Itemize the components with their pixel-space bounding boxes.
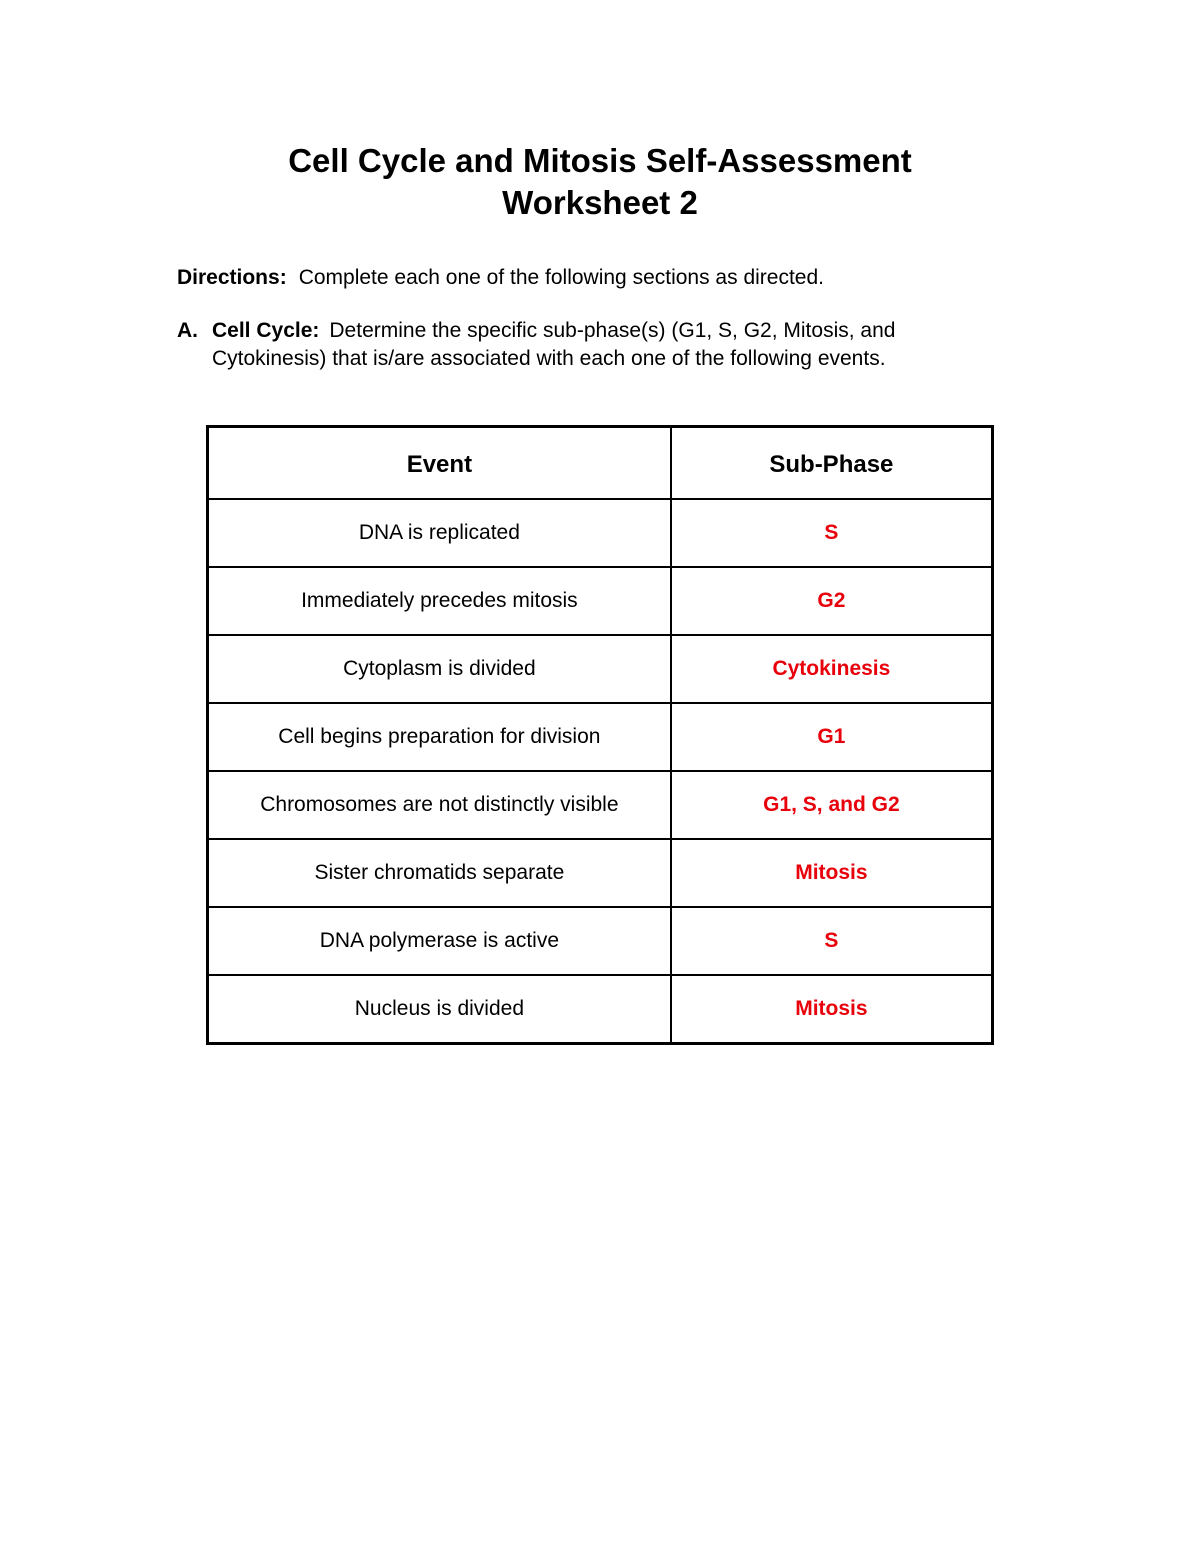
event-cell: Immediately precedes mitosis bbox=[208, 567, 671, 635]
directions-label: Directions: bbox=[177, 266, 287, 289]
sub-phase-cell: Mitosis bbox=[671, 839, 993, 907]
title-line-1: Cell Cycle and Mitosis Self-Assessment bbox=[288, 142, 912, 179]
table-row bbox=[208, 499, 993, 567]
table-row bbox=[208, 975, 993, 1044]
section-a-body bbox=[212, 317, 1007, 373]
sub-phase-cell: G1, S, and G2 bbox=[671, 771, 993, 839]
sub-phase-cell: Cytokinesis bbox=[671, 635, 993, 703]
event-cell: DNA polymerase is active bbox=[208, 907, 671, 975]
table-row bbox=[208, 635, 993, 703]
event-cell: Cell begins preparation for division bbox=[208, 703, 671, 771]
table-row bbox=[208, 703, 993, 771]
section-a-marker: A. bbox=[177, 319, 198, 342]
header-event: Event bbox=[208, 427, 671, 500]
page-title bbox=[0, 140, 1200, 224]
sub-phase-cell: G2 bbox=[671, 567, 993, 635]
table-row bbox=[208, 839, 993, 907]
section-a-heading: Cell Cycle: bbox=[212, 319, 320, 342]
sub-phase-cell: Mitosis bbox=[671, 975, 993, 1044]
sub-phase-cell: S bbox=[671, 907, 993, 975]
section-a bbox=[177, 317, 1007, 373]
table-row bbox=[208, 771, 993, 839]
event-cell: Nucleus is divided bbox=[208, 975, 671, 1044]
section-a-text: Determine the specific sub-phase(s) (G1, S, G2, Mitosis, and Cytokinesis) that is/are associated with each one of the following events. bbox=[212, 319, 896, 370]
header-sub-phase: Sub-Phase bbox=[671, 427, 993, 500]
event-cell: Cytoplasm is divided bbox=[208, 635, 671, 703]
table-header-row bbox=[208, 427, 993, 500]
sub-phase-table bbox=[206, 425, 994, 1045]
title-line-2: Worksheet 2 bbox=[502, 184, 698, 221]
directions bbox=[177, 264, 824, 292]
directions-text: Complete each one of the following sections as directed. bbox=[298, 266, 824, 289]
event-cell: Chromosomes are not distinctly visible bbox=[208, 771, 671, 839]
sub-phase-cell: G1 bbox=[671, 703, 993, 771]
event-cell: DNA is replicated bbox=[208, 499, 671, 567]
table-row bbox=[208, 907, 993, 975]
table-row bbox=[208, 567, 993, 635]
sub-phase-cell: S bbox=[671, 499, 993, 567]
event-cell: Sister chromatids separate bbox=[208, 839, 671, 907]
